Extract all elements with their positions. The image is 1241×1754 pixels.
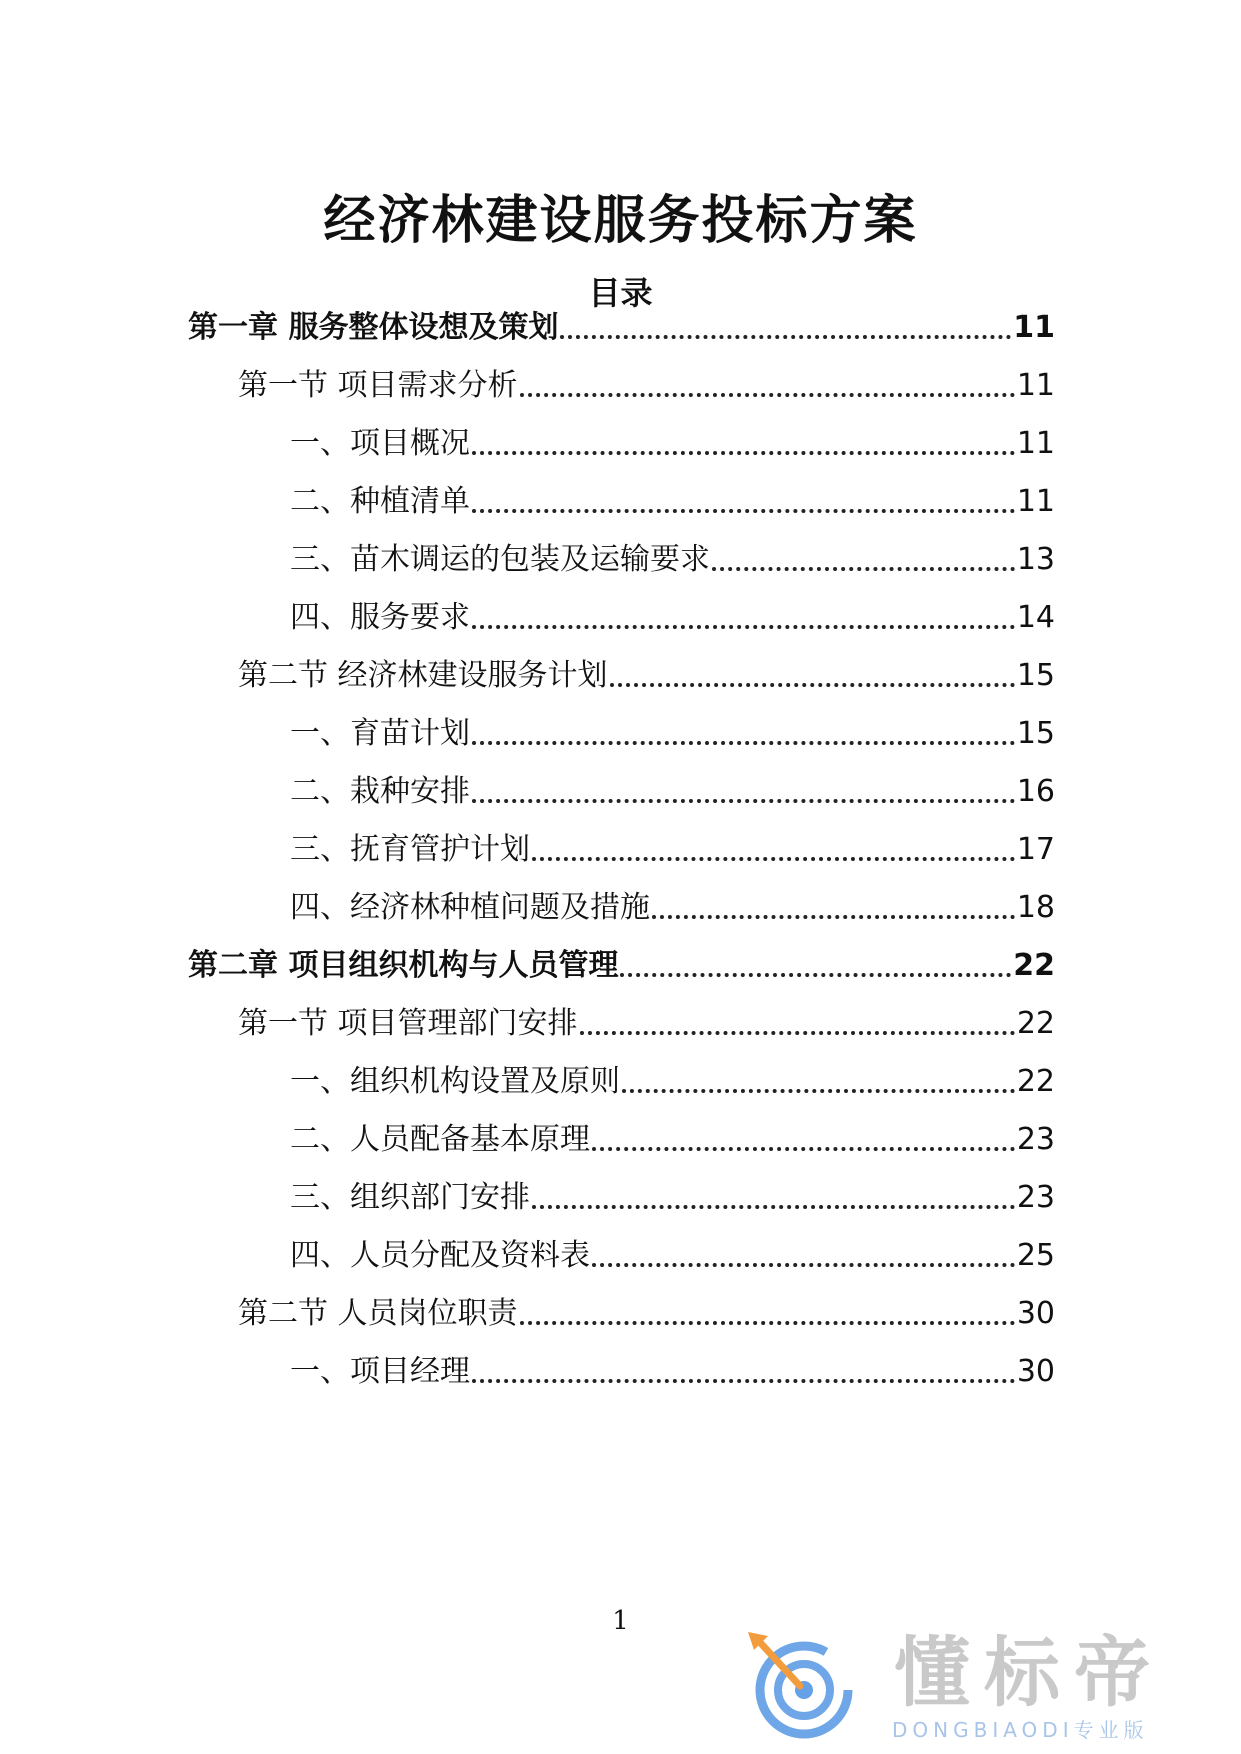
toc-entry-page: 15 bbox=[1016, 658, 1055, 693]
toc-entry[interactable] bbox=[290, 1060, 1055, 1104]
toc-entry-label: 二、种植清单 bbox=[290, 484, 470, 519]
toc-entry-label: 第一章 服务整体设想及策划 bbox=[188, 310, 559, 345]
toc-entry-page: 13 bbox=[1016, 542, 1055, 577]
toc-entry-page: 17 bbox=[1016, 832, 1055, 867]
toc-entry-page: 11 bbox=[1016, 368, 1055, 403]
toc-entry-label: 三、抚育管护计划 bbox=[290, 832, 530, 867]
toc-entry-label: 第一节 项目需求分析 bbox=[238, 368, 518, 403]
toc-entry-page: 30 bbox=[1016, 1296, 1055, 1331]
page-number: 1 bbox=[612, 1606, 629, 1636]
toc-entry-label: 一、项目概况 bbox=[290, 426, 470, 461]
toc-dot-leader bbox=[472, 799, 1015, 803]
toc-dot-leader bbox=[532, 857, 1015, 861]
toc-entry[interactable] bbox=[290, 538, 1055, 582]
toc-entry-page: 23 bbox=[1016, 1180, 1055, 1215]
toc-entry-page: 11 bbox=[1016, 426, 1055, 461]
toc-entry[interactable] bbox=[290, 1234, 1055, 1278]
toc-entry-label: 第一节 项目管理部门安排 bbox=[238, 1006, 578, 1041]
toc-heading: 目录 bbox=[588, 274, 653, 312]
toc-entry[interactable] bbox=[290, 480, 1055, 524]
target-arrow-logo-icon bbox=[742, 1628, 862, 1744]
toc-entry[interactable] bbox=[188, 306, 1055, 350]
toc-entry[interactable] bbox=[290, 596, 1055, 640]
toc-entry-label: 三、组织部门安排 bbox=[290, 1180, 530, 1215]
toc-dot-leader bbox=[472, 1379, 1015, 1383]
toc-dot-leader bbox=[520, 1321, 1015, 1325]
toc-entry-page: 25 bbox=[1016, 1238, 1055, 1273]
toc-entry-label: 第二章 项目组织机构与人员管理 bbox=[188, 948, 619, 983]
toc-entry-page: 14 bbox=[1016, 600, 1055, 635]
toc-entry[interactable] bbox=[238, 364, 1055, 408]
toc-entry-page: 30 bbox=[1016, 1354, 1055, 1389]
toc-entry-page: 18 bbox=[1016, 890, 1055, 925]
toc-entry[interactable] bbox=[238, 1292, 1055, 1336]
toc-entry-page: 15 bbox=[1016, 716, 1055, 751]
toc-entry[interactable] bbox=[188, 944, 1055, 988]
toc-entry-page: 22 bbox=[1016, 1064, 1055, 1099]
toc-dot-leader bbox=[472, 451, 1015, 455]
toc-entry-label: 第二节 经济林建设服务计划 bbox=[238, 658, 608, 693]
toc-entry[interactable] bbox=[290, 886, 1055, 930]
toc-entry[interactable] bbox=[290, 770, 1055, 814]
toc-dot-leader bbox=[620, 973, 1011, 977]
toc-dot-leader bbox=[472, 625, 1015, 629]
toc-entry-label: 一、育苗计划 bbox=[290, 716, 470, 751]
toc-entry-page: 22 bbox=[1013, 948, 1055, 983]
toc-entry[interactable] bbox=[290, 828, 1055, 872]
toc-dot-leader bbox=[472, 741, 1015, 745]
toc-dot-leader bbox=[560, 335, 1011, 339]
document-title: 经济林建设服务投标方案 bbox=[323, 191, 918, 251]
toc-dot-leader bbox=[712, 567, 1015, 571]
toc-dot-leader bbox=[592, 1147, 1015, 1151]
toc-dot-leader bbox=[592, 1263, 1015, 1267]
toc-dot-leader bbox=[532, 1205, 1015, 1209]
watermark-brand-name: 懂标帝 bbox=[894, 1628, 1164, 1717]
toc-entry-label: 第二节 人员岗位职责 bbox=[238, 1296, 518, 1331]
toc-dot-leader bbox=[622, 1089, 1015, 1093]
toc-entry[interactable] bbox=[290, 1350, 1055, 1394]
toc-entry-label: 一、项目经理 bbox=[290, 1354, 470, 1389]
watermark-brand-subtitle: DONGBIAODI专业版 bbox=[892, 1718, 1149, 1742]
toc-dot-leader bbox=[520, 393, 1015, 397]
toc-entry[interactable] bbox=[290, 1176, 1055, 1220]
toc-entry-label: 二、栽种安排 bbox=[290, 774, 470, 809]
toc-entry-label: 二、人员配备基本原理 bbox=[290, 1122, 590, 1157]
toc-entry-label: 三、苗木调运的包装及运输要求 bbox=[290, 542, 710, 577]
toc-entry[interactable] bbox=[290, 712, 1055, 756]
toc-entry-page: 22 bbox=[1016, 1006, 1055, 1041]
toc-entry-label: 四、经济林种植问题及措施 bbox=[290, 890, 650, 925]
toc-dot-leader bbox=[610, 683, 1015, 687]
watermark bbox=[742, 1628, 1212, 1744]
toc-dot-leader bbox=[472, 509, 1015, 513]
toc-entry-page: 23 bbox=[1016, 1122, 1055, 1157]
toc-entry-page: 16 bbox=[1016, 774, 1055, 809]
toc-entry-label: 一、组织机构设置及原则 bbox=[290, 1064, 620, 1099]
toc-dot-leader bbox=[580, 1031, 1015, 1035]
toc-entry[interactable] bbox=[238, 654, 1055, 698]
toc-entry-page: 11 bbox=[1013, 310, 1055, 345]
toc-entry[interactable] bbox=[290, 422, 1055, 466]
toc-entry-label: 四、服务要求 bbox=[290, 600, 470, 635]
toc-entry[interactable] bbox=[290, 1118, 1055, 1162]
toc-dot-leader bbox=[652, 915, 1015, 919]
toc-entry[interactable] bbox=[238, 1002, 1055, 1046]
toc-entry-page: 11 bbox=[1016, 484, 1055, 519]
toc-entry-label: 四、人员分配及资料表 bbox=[290, 1238, 590, 1273]
